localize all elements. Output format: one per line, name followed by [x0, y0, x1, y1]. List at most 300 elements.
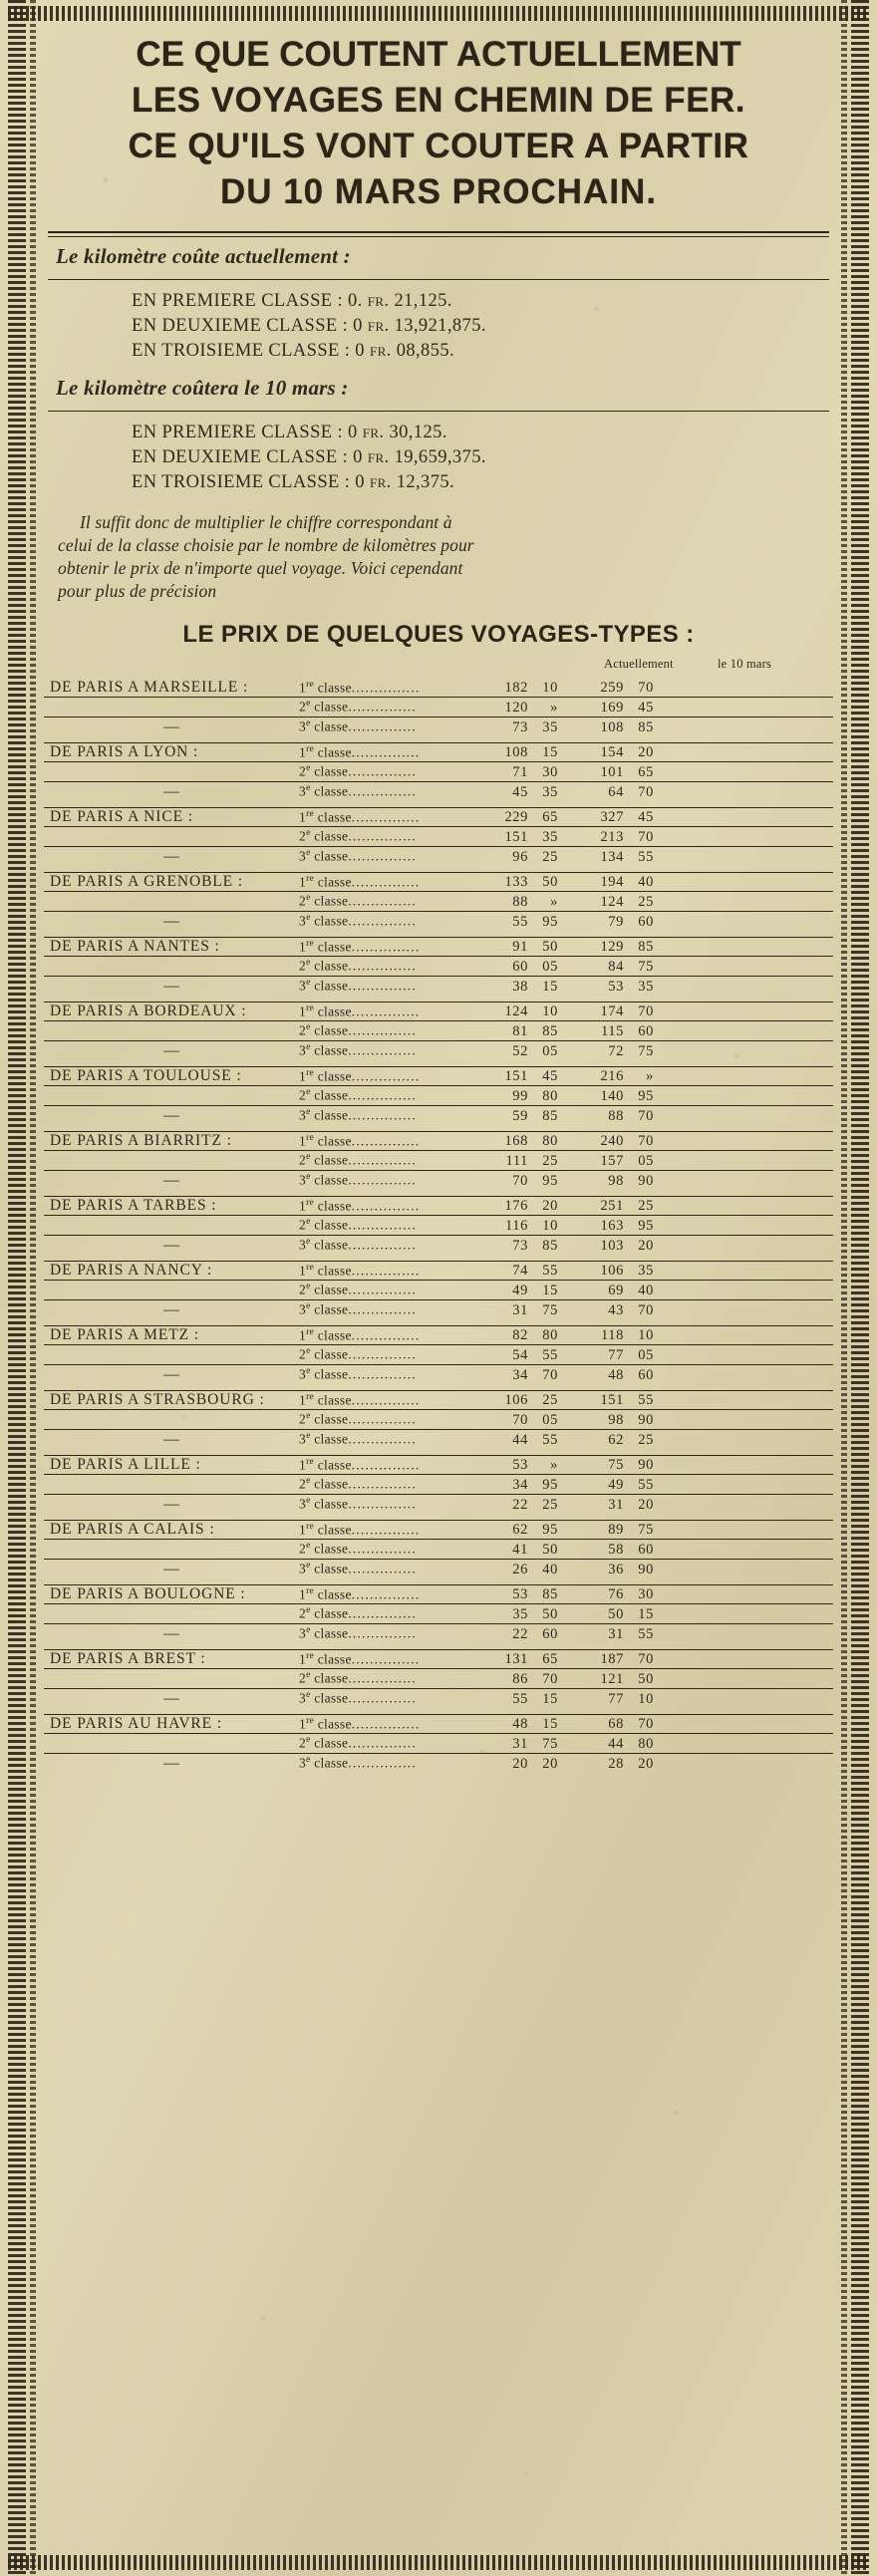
fare-new: 187 70 — [600, 1651, 654, 1667]
table-row — [44, 1475, 833, 1495]
fare-new: 115 60 — [600, 1022, 654, 1039]
fare-current: 35 50 — [512, 1605, 558, 1622]
fare-new: 89 75 — [608, 1522, 654, 1538]
fare-new: 174 70 — [600, 1003, 654, 1019]
route-continuation-dash: — — [163, 1236, 179, 1254]
current-rate-second-class: EN DEUXIEME CLASSE : 0 fr. 13,921,875. — [132, 316, 486, 336]
route-continuation-dash: — — [163, 1689, 179, 1707]
paragraph-line-3: obtenir le prix de n'importe quel voyage. Voici cependant — [58, 558, 463, 578]
table-row — [44, 716, 833, 736]
row-spacer — [44, 996, 833, 1002]
fare-current: 55 95 — [512, 913, 558, 930]
divider-under-current-rates-title — [48, 279, 829, 280]
fare-class-label: 1re classe............... — [299, 1456, 421, 1472]
route-continuation-dash: — — [163, 1754, 179, 1772]
fare-class-label: 1re classe............... — [299, 1521, 421, 1537]
fare-current: 111 25 — [505, 1152, 558, 1169]
fare-new: 259 70 — [600, 680, 654, 696]
row-spacer — [44, 866, 833, 873]
fare-current: 45 35 — [512, 783, 558, 800]
fare-class-label: 2e classe............... — [299, 1476, 417, 1492]
fare-current: 34 95 — [512, 1476, 558, 1493]
fare-current: 116 10 — [504, 1217, 558, 1234]
fare-new: 48 60 — [608, 1366, 654, 1383]
table-row — [44, 1715, 833, 1734]
headline-line-3: CE QU'ILS VONT COUTER A PARTIR — [128, 127, 749, 165]
table-row — [44, 781, 833, 801]
fare-new: 76 30 — [608, 1586, 654, 1602]
fare-current: 120 » — [504, 699, 558, 716]
new-rate-first-class: EN PREMIERE CLASSE : 0 fr. 30,125. — [132, 423, 447, 442]
fares-table-column-headers — [44, 657, 833, 677]
fare-class-label: 1re classe............... — [299, 1002, 421, 1018]
table-row — [44, 808, 833, 827]
headline-line-1: CE QUE COUTENT ACTUELLEMENT — [136, 35, 741, 74]
route-destination: DE PARIS A NANTES : — [50, 938, 220, 955]
fare-class-label: 1re classe............... — [299, 743, 421, 759]
fare-class-label: 2e classe............... — [299, 828, 417, 844]
current-rate-third-class: EN TROISIEME CLASSE : 0 fr. 08,855. — [132, 341, 455, 361]
table-row — [44, 1540, 833, 1560]
table-row — [44, 846, 833, 866]
fare-new: 134 55 — [600, 848, 654, 865]
fare-class-label: 1re classe............... — [299, 1132, 421, 1148]
table-row — [44, 1105, 833, 1125]
table-row — [44, 1753, 833, 1773]
fare-class-label: 2e classe............... — [299, 1022, 417, 1038]
route-destination: DE PARIS A TOULOUSE : — [50, 1067, 242, 1084]
row-spacer — [44, 1578, 833, 1585]
table-row — [44, 1585, 833, 1604]
fare-new: 64 70 — [608, 783, 654, 800]
route-continuation-dash — [44, 1475, 299, 1495]
route-destination: DE PARIS A BORDEAUX : — [50, 1002, 247, 1019]
route-continuation-dash — [44, 1151, 299, 1171]
row-spacer — [44, 1643, 833, 1650]
table-row — [44, 1021, 833, 1041]
route-continuation-dash — [44, 1021, 299, 1041]
route-continuation-dash — [44, 698, 299, 717]
fare-current: 59 85 — [512, 1107, 558, 1124]
table-row — [44, 1650, 833, 1669]
fare-class-label: 2e classe............... — [299, 1541, 417, 1557]
table-row — [44, 1410, 833, 1430]
fare-current: 151 35 — [504, 828, 558, 845]
fare-class-label: 1re classe............... — [299, 1715, 421, 1731]
fare-new: 163 95 — [600, 1217, 654, 1234]
fare-class-label: 3e classe............... — [299, 1755, 417, 1771]
fare-class-label: 1re classe............... — [299, 1650, 421, 1666]
route-continuation-dash: — — [163, 1171, 179, 1189]
fare-new: 194 40 — [600, 874, 654, 890]
route-continuation-dash: — — [163, 717, 179, 735]
fare-new: 98 90 — [608, 1172, 654, 1189]
new-rate-second-class: EN DEUXIEME CLASSE : 0 fr. 19,659,375. — [132, 447, 486, 467]
fare-current: 131 65 — [504, 1651, 558, 1667]
fare-new: 79 60 — [608, 913, 654, 930]
fare-new: 31 20 — [608, 1496, 654, 1513]
fare-class-label: 3e classe............... — [299, 1301, 417, 1317]
table-row — [44, 1429, 833, 1449]
fare-class-label: 3e classe............... — [299, 1042, 417, 1058]
route-continuation-dash: — — [163, 1106, 179, 1124]
fare-current: 73 35 — [512, 718, 558, 735]
fare-class-label: 1re classe............... — [299, 1197, 421, 1213]
table-row — [44, 957, 833, 977]
new-rates-list — [44, 421, 833, 495]
fare-new: 140 95 — [600, 1087, 654, 1104]
fare-class-label: 2e classe............... — [299, 1087, 417, 1103]
route-continuation-dash: — — [163, 1495, 179, 1513]
new-rate-third-class: EN TROISIEME CLASSE : 0 fr. 12,375. — [132, 472, 455, 492]
route-continuation-dash: — — [163, 1300, 179, 1318]
route-destination: DE PARIS AU HAVRE : — [50, 1715, 223, 1732]
fare-new: 98 90 — [608, 1411, 654, 1428]
route-continuation-dash: — — [163, 847, 179, 865]
fare-new: 129 85 — [600, 939, 654, 955]
fare-current: 176 20 — [504, 1198, 558, 1214]
border-rule-top — [8, 6, 869, 21]
column-header-new: le 10 mars — [718, 657, 772, 671]
fare-class-label: 2e classe............... — [299, 699, 417, 715]
fare-current: 99 80 — [512, 1087, 558, 1104]
fare-class-label: 2e classe............... — [299, 1217, 417, 1233]
route-continuation-dash: — — [163, 1365, 179, 1383]
table-row — [44, 1604, 833, 1624]
fare-class-label: 2e classe............... — [299, 1735, 417, 1751]
explanatory-paragraph — [58, 511, 823, 603]
fare-new: 77 10 — [608, 1690, 654, 1707]
table-row — [44, 1391, 833, 1410]
route-destination: DE PARIS A BREST : — [50, 1650, 206, 1667]
fare-new: 36 90 — [608, 1561, 654, 1577]
fare-class-label: 1re classe............... — [299, 1585, 421, 1601]
fare-new: 213 70 — [600, 828, 654, 845]
fare-class-label: 3e classe............... — [299, 1561, 417, 1576]
table-row — [44, 873, 833, 892]
table-row — [44, 1262, 833, 1281]
fare-current: 55 15 — [512, 1690, 558, 1707]
article-body — [44, 22, 833, 1773]
fare-new: 31 55 — [608, 1625, 654, 1642]
table-row — [44, 1521, 833, 1540]
fare-current: 88 » — [512, 893, 558, 910]
fare-class-label: 2e classe............... — [299, 1152, 417, 1168]
row-spacer — [44, 931, 833, 938]
fare-class-label: 3e classe............... — [299, 1237, 417, 1253]
fare-current: 86 70 — [512, 1670, 558, 1687]
table-row — [44, 1132, 833, 1151]
fares-table-title: LE PRIX DE QUELQUES VOYAGES-TYPES : — [182, 621, 695, 648]
route-destination: DE PARIS A LYON : — [50, 743, 199, 760]
fare-current: 48 15 — [512, 1716, 558, 1732]
route-continuation-dash — [44, 1345, 299, 1365]
fare-class-label: 2e classe............... — [299, 1282, 417, 1297]
fare-current: 229 65 — [504, 809, 558, 825]
table-row — [44, 938, 833, 957]
new-rates-title: Le kilomètre coûtera le 10 mars : — [56, 376, 349, 400]
route-continuation-dash: — — [163, 1041, 179, 1059]
route-destination: DE PARIS A METZ : — [50, 1326, 199, 1343]
route-continuation-dash: — — [163, 912, 179, 930]
fare-current: 74 55 — [512, 1263, 558, 1279]
row-spacer — [44, 1449, 833, 1456]
border-rule-right — [851, 0, 869, 2576]
route-continuation-dash — [44, 827, 299, 847]
fare-new: 169 45 — [600, 699, 654, 716]
table-row — [44, 1559, 833, 1578]
route-continuation-dash — [44, 762, 299, 782]
table-row — [44, 1197, 833, 1216]
fare-class-label: 1re classe............... — [299, 873, 421, 889]
route-continuation-dash — [44, 1410, 299, 1430]
fare-new: 124 25 — [600, 893, 654, 910]
table-row — [44, 1002, 833, 1021]
fare-current: 81 85 — [512, 1022, 558, 1039]
fare-class-label: 3e classe............... — [299, 1690, 417, 1706]
divider-under-new-rates-title — [48, 411, 829, 412]
row-spacer — [44, 1125, 833, 1132]
fare-current: 151 45 — [504, 1068, 558, 1084]
fare-new: 103 20 — [600, 1237, 654, 1254]
fare-current: 73 85 — [512, 1237, 558, 1254]
fare-current: 62 95 — [512, 1522, 558, 1538]
fare-current: 41 50 — [512, 1541, 558, 1558]
fare-current: 91 50 — [512, 939, 558, 955]
fare-new: 216 » — [600, 1068, 654, 1084]
row-spacer — [44, 1190, 833, 1197]
border-rule-left-inner — [30, 0, 36, 2576]
fare-new: 108 85 — [600, 718, 654, 735]
fare-new: 72 75 — [608, 1042, 654, 1059]
table-row — [44, 679, 833, 698]
route-continuation-dash — [44, 1540, 299, 1560]
route-destination: DE PARIS A MARSEILLE : — [50, 679, 249, 696]
fare-new: 69 40 — [608, 1282, 654, 1298]
route-destination: DE PARIS A NICE : — [50, 808, 193, 825]
route-continuation-dash — [44, 1734, 299, 1754]
fare-class-label: 1re classe............... — [299, 1326, 421, 1342]
route-destination: DE PARIS A GRENOBLE : — [50, 873, 244, 890]
paragraph-line-2: celui de la classe choisie par le nombre de kilomètres pour — [58, 535, 474, 555]
current-rate-first-class: EN PREMIERE CLASSE : 0. fr. 21,125. — [132, 291, 452, 311]
fare-new: 68 70 — [608, 1716, 654, 1732]
border-rule-left — [8, 0, 26, 2576]
table-row — [44, 1734, 833, 1754]
fare-current: 182 10 — [504, 680, 558, 696]
route-continuation-dash — [44, 892, 299, 912]
table-row — [44, 1623, 833, 1643]
row-spacer — [44, 1319, 833, 1326]
fare-new: 88 70 — [608, 1107, 654, 1124]
fare-current: 20 20 — [512, 1755, 558, 1772]
fare-current: 31 75 — [512, 1301, 558, 1318]
headline-line-2: LES VOYAGES EN CHEMIN DE FER. — [131, 81, 746, 120]
fare-current: 82 80 — [512, 1327, 558, 1343]
fare-current: 168 80 — [504, 1133, 558, 1149]
fare-new: 251 25 — [600, 1198, 654, 1214]
table-row — [44, 1067, 833, 1086]
table-row — [44, 1151, 833, 1171]
fare-new: 121 50 — [600, 1670, 654, 1687]
table-row — [44, 1281, 833, 1300]
route-continuation-dash — [44, 1669, 299, 1689]
table-row — [44, 1299, 833, 1319]
page-title — [44, 32, 833, 215]
fare-current: 53 » — [512, 1457, 558, 1473]
table-row — [44, 1494, 833, 1514]
fare-new: 151 55 — [600, 1392, 654, 1408]
route-continuation-dash: — — [163, 1430, 179, 1448]
fare-new: 157 05 — [600, 1152, 654, 1169]
fare-class-label: 2e classe............... — [299, 1605, 417, 1621]
row-spacer — [44, 1060, 833, 1067]
fare-current: 70 05 — [512, 1411, 558, 1428]
border-rule-bottom — [8, 2555, 869, 2570]
fare-new: 58 60 — [608, 1541, 654, 1558]
fare-class-label: 3e classe............... — [299, 718, 417, 734]
table-row — [44, 1688, 833, 1708]
table-row — [44, 743, 833, 762]
fare-class-label: 1re classe............... — [299, 1391, 421, 1407]
fare-class-label: 3e classe............... — [299, 913, 417, 929]
current-rates-list — [44, 289, 833, 364]
fare-new: 28 20 — [608, 1755, 654, 1772]
route-destination: DE PARIS A TARBES : — [50, 1197, 217, 1214]
fare-class-label: 3e classe............... — [299, 1172, 417, 1188]
fare-current: 60 05 — [512, 958, 558, 975]
paragraph-line-1: Il suffit donc de multiplier le chiffre correspondant à — [80, 512, 452, 532]
fare-class-label: 3e classe............... — [299, 783, 417, 799]
fare-class-label: 3e classe............... — [299, 978, 417, 994]
fare-current: 22 60 — [512, 1625, 558, 1642]
fare-current: 49 15 — [512, 1282, 558, 1298]
fare-new: 44 80 — [608, 1735, 654, 1752]
fare-current: 26 40 — [512, 1561, 558, 1577]
fare-new: 43 70 — [608, 1301, 654, 1318]
fare-new: 75 90 — [608, 1457, 654, 1473]
table-row — [44, 911, 833, 931]
route-destination: DE PARIS A NANCY : — [50, 1262, 213, 1279]
route-continuation-dash — [44, 1216, 299, 1236]
route-continuation-dash — [44, 1604, 299, 1624]
fare-current: 71 30 — [512, 763, 558, 780]
table-row — [44, 762, 833, 782]
fare-class-label: 3e classe............... — [299, 1431, 417, 1447]
fare-class-label: 1re classe............... — [299, 1262, 421, 1278]
fare-current: 44 55 — [512, 1431, 558, 1448]
table-row — [44, 1040, 833, 1060]
fare-current: 124 10 — [504, 1003, 558, 1019]
route-continuation-dash: — — [163, 1624, 179, 1642]
fare-new: 327 45 — [600, 809, 654, 825]
fare-new: 240 70 — [600, 1133, 654, 1149]
fare-current: 106 25 — [504, 1392, 558, 1408]
fare-current: 31 75 — [512, 1735, 558, 1752]
fare-class-label: 3e classe............... — [299, 1107, 417, 1123]
table-row — [44, 1216, 833, 1236]
row-spacer — [44, 736, 833, 743]
fare-current: 53 85 — [512, 1586, 558, 1602]
route-destination: DE PARIS A BOULOGNE : — [50, 1585, 246, 1602]
fares-table — [44, 679, 833, 1773]
table-row — [44, 1326, 833, 1345]
fare-current: 108 15 — [504, 744, 558, 760]
fare-current: 70 95 — [512, 1172, 558, 1189]
fare-current: 34 70 — [512, 1366, 558, 1383]
fare-class-label: 3e classe............... — [299, 1366, 417, 1382]
fare-new: 154 20 — [600, 744, 654, 760]
row-spacer — [44, 1708, 833, 1715]
fare-class-label: 1re classe............... — [299, 938, 421, 954]
row-spacer — [44, 1384, 833, 1391]
fare-class-label: 3e classe............... — [299, 848, 417, 864]
table-row — [44, 976, 833, 996]
row-spacer — [44, 1514, 833, 1521]
fare-new: 49 55 — [608, 1476, 654, 1493]
table-row — [44, 1170, 833, 1190]
fare-current: 22 25 — [512, 1496, 558, 1513]
fare-current: 52 05 — [512, 1042, 558, 1059]
fare-current: 54 55 — [512, 1346, 558, 1363]
route-destination: DE PARIS A BIARRITZ : — [50, 1132, 232, 1149]
route-continuation-dash: — — [163, 1560, 179, 1577]
table-row — [44, 1669, 833, 1689]
fare-current: 96 25 — [512, 848, 558, 865]
fare-class-label: 2e classe............... — [299, 1411, 417, 1427]
route-continuation-dash — [44, 957, 299, 977]
table-row — [44, 892, 833, 912]
table-row — [44, 698, 833, 717]
fare-new: 118 10 — [600, 1327, 654, 1343]
fare-current: 133 50 — [504, 874, 558, 890]
border-rule-right-inner — [841, 0, 847, 2576]
fare-new: 50 15 — [608, 1605, 654, 1622]
fare-class-label: 3e classe............... — [299, 1625, 417, 1641]
table-row — [44, 1086, 833, 1106]
fare-class-label: 1re classe............... — [299, 679, 421, 695]
fare-new: 84 75 — [608, 958, 654, 975]
fare-new: 101 65 — [600, 763, 654, 780]
table-row — [44, 1345, 833, 1365]
route-continuation-dash: — — [163, 977, 179, 995]
row-spacer — [44, 801, 833, 808]
fare-class-label: 2e classe............... — [299, 1346, 417, 1362]
route-destination: DE PARIS A STRASBOURG : — [50, 1391, 265, 1408]
route-destination: DE PARIS A CALAIS : — [50, 1521, 215, 1538]
fare-class-label: 2e classe............... — [299, 763, 417, 779]
fare-new: 77 05 — [608, 1346, 654, 1363]
headline-line-4: DU 10 MARS PROCHAIN. — [219, 172, 658, 211]
table-row — [44, 1456, 833, 1475]
column-header-current: Actuellement — [604, 657, 674, 671]
table-row — [44, 1235, 833, 1255]
paragraph-line-4: pour plus de précision — [58, 581, 217, 601]
table-row — [44, 827, 833, 847]
route-continuation-dash — [44, 1086, 299, 1106]
fare-current: 38 15 — [512, 978, 558, 995]
fare-class-label: 1re classe............... — [299, 1067, 421, 1083]
fare-class-label: 3e classe............... — [299, 1496, 417, 1512]
fare-new: 53 35 — [608, 978, 654, 995]
route-continuation-dash: — — [163, 782, 179, 800]
current-rates-title: Le kilomètre coûte actuellement : — [56, 244, 351, 268]
table-row — [44, 1364, 833, 1384]
fare-new: 106 35 — [600, 1263, 654, 1279]
fare-new: 62 25 — [608, 1431, 654, 1448]
fare-class-label: 2e classe............... — [299, 893, 417, 909]
fare-class-label: 1re classe............... — [299, 808, 421, 824]
